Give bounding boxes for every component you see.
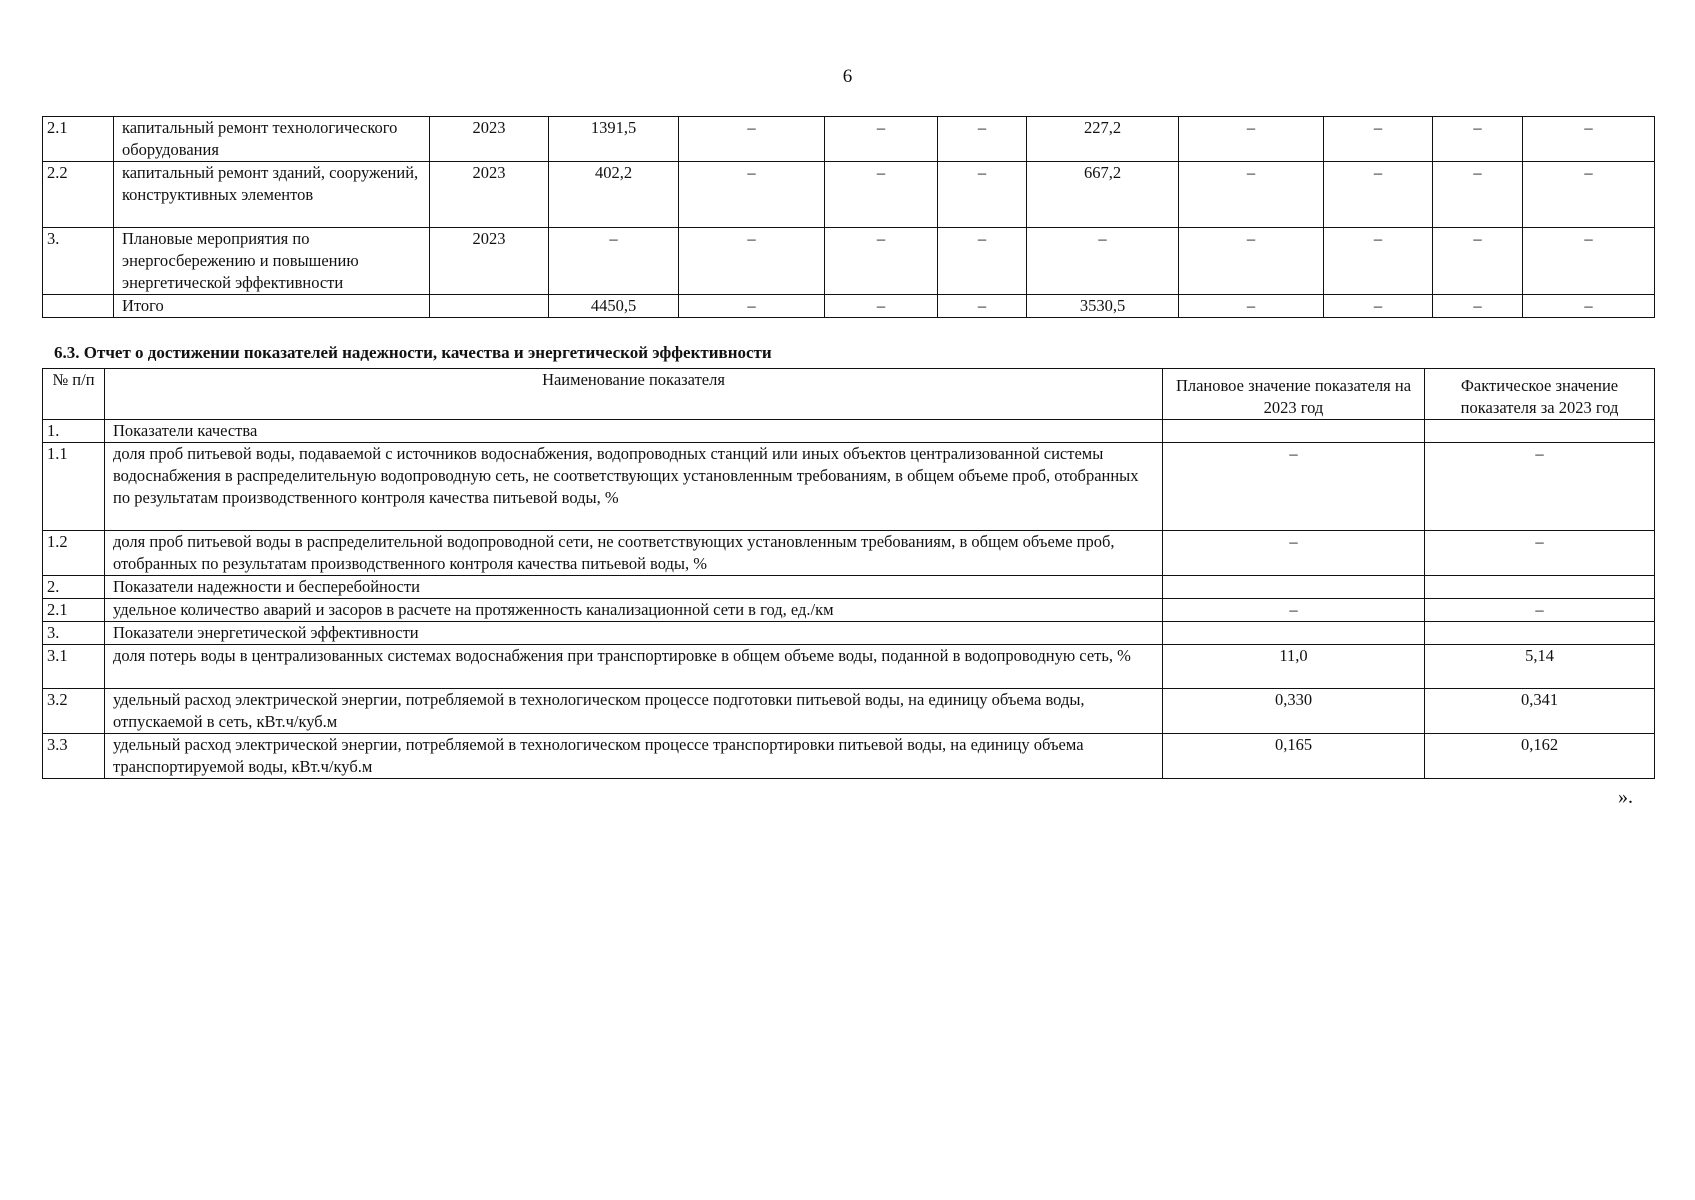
row-value-5: –	[1027, 228, 1179, 295]
investment-table	[42, 116, 1655, 318]
row-value-4: –	[938, 162, 1027, 228]
table-row	[43, 295, 1655, 318]
row-value-9: –	[1523, 162, 1655, 228]
row-value-6: –	[1179, 117, 1324, 162]
row-value-9: –	[1523, 117, 1655, 162]
row-num: 1.1	[43, 443, 105, 531]
table-row	[43, 420, 1655, 443]
row-value-7: –	[1324, 117, 1433, 162]
row-year	[430, 295, 549, 318]
row-name: доля проб питьевой воды в распределительной водопроводной сети, не соответствующих установленным требованиям, в общем объеме проб, отобранных по результатам производственного контроля качества питьевой воды, %	[105, 531, 1163, 576]
row-value-4: –	[938, 117, 1027, 162]
header-plan: Плановое значение показателя на 2023 год	[1163, 369, 1425, 420]
table-row	[43, 622, 1655, 645]
row-fact-value	[1425, 622, 1655, 645]
row-value-2: –	[679, 117, 825, 162]
row-num: 2.2	[43, 162, 114, 228]
row-name: Итого	[114, 295, 430, 318]
row-fact-value	[1425, 420, 1655, 443]
row-name: Плановые мероприятия по энергосбережению и повышению энергетической эффективности	[114, 228, 430, 295]
row-num: 3.2	[43, 689, 105, 734]
row-num: 2.	[43, 576, 105, 599]
row-value-7: –	[1324, 162, 1433, 228]
row-year: 2023	[430, 228, 549, 295]
row-plan-value: –	[1163, 531, 1425, 576]
row-plan-value	[1163, 622, 1425, 645]
row-num: 3.1	[43, 645, 105, 689]
row-name: удельный расход электрической энергии, потребляемой в технологическом процессе подготовки питьевой воды, на единицу объема воды, отпускаемой в сеть, кВт.ч/куб.м	[105, 689, 1163, 734]
row-plan-value: 0,330	[1163, 689, 1425, 734]
row-fact-value: –	[1425, 443, 1655, 531]
table-row	[43, 443, 1655, 531]
row-value-8: –	[1433, 162, 1523, 228]
row-fact-value: 0,341	[1425, 689, 1655, 734]
row-name: капитальный ремонт технологического оборудования	[114, 117, 430, 162]
row-fact-value: –	[1425, 599, 1655, 622]
row-name: доля проб питьевой воды, подаваемой с источников водоснабжения, водопроводных станций или иных объектов централизованной системы водоснабжения в распределительную водопроводную сеть, не соответствующих установленным требованиям, в общем объеме проб, отобранных по результатам производственного контроля качества питьевой воды, %	[105, 443, 1163, 531]
row-value-3: –	[825, 162, 938, 228]
row-value-7: –	[1324, 228, 1433, 295]
page-number: 6	[842, 66, 853, 87]
row-value-5: 667,2	[1027, 162, 1179, 228]
row-value-5: 3530,5	[1027, 295, 1179, 318]
row-value-8: –	[1433, 117, 1523, 162]
row-name: Показатели энергетической эффективности	[105, 622, 1163, 645]
row-plan-value	[1163, 576, 1425, 599]
row-value-8: –	[1433, 228, 1523, 295]
table-row	[43, 576, 1655, 599]
row-name: доля потерь воды в централизованных системах водоснабжения при транспортировке в общем объеме воды, поданной в водопроводную сеть, %	[105, 645, 1163, 689]
row-num	[43, 295, 114, 318]
row-num: 2.1	[43, 117, 114, 162]
table-row	[43, 645, 1655, 689]
row-name: удельный расход электрической энергии, потребляемой в технологическом процессе транспортировки питьевой воды, на единицу объема транспортируемой воды, кВт.ч/куб.м	[105, 734, 1163, 779]
row-fact-value: 5,14	[1425, 645, 1655, 689]
row-fact-value: 0,162	[1425, 734, 1655, 779]
table-row	[43, 228, 1655, 295]
row-value-9: –	[1523, 228, 1655, 295]
section-title: 6.3. Отчет о достижении показателей надежности, качества и энергетической эффективности	[54, 343, 772, 362]
table-row	[43, 734, 1655, 779]
row-value-6: –	[1179, 228, 1324, 295]
row-value-4: –	[938, 228, 1027, 295]
row-value-2: –	[679, 295, 825, 318]
header-fact: Фактическое значение показателя за 2023 год	[1425, 369, 1655, 420]
row-plan-value: –	[1163, 443, 1425, 531]
row-value-3: –	[825, 228, 938, 295]
row-fact-value: –	[1425, 531, 1655, 576]
header-num: № п/п	[43, 369, 105, 420]
row-name: Показатели надежности и бесперебойности	[105, 576, 1163, 599]
row-value-4: –	[938, 295, 1027, 318]
table-row	[43, 531, 1655, 576]
table-row	[43, 689, 1655, 734]
row-name: удельное количество аварий и засоров в расчете на протяженность канализационной сети в год, ед./км	[105, 599, 1163, 622]
row-fact-value	[1425, 576, 1655, 599]
row-value-7: –	[1324, 295, 1433, 318]
row-plan-value: –	[1163, 599, 1425, 622]
row-value-9: –	[1523, 295, 1655, 318]
row-plan-value	[1163, 420, 1425, 443]
row-value-2: –	[679, 228, 825, 295]
row-name: капитальный ремонт зданий, сооружений, конструктивных элементов	[114, 162, 430, 228]
row-year: 2023	[430, 117, 549, 162]
row-value-1: –	[549, 228, 679, 295]
row-num: 1.	[43, 420, 105, 443]
indicators-table	[42, 368, 1655, 779]
row-value-6: –	[1179, 162, 1324, 228]
row-plan-value: 0,165	[1163, 734, 1425, 779]
header-row	[43, 369, 1655, 420]
row-num: 3.	[43, 622, 105, 645]
row-value-1: 4450,5	[549, 295, 679, 318]
row-value-5: 227,2	[1027, 117, 1179, 162]
row-num: 2.1	[43, 599, 105, 622]
table-row	[43, 162, 1655, 228]
closing-mark: ».	[1618, 786, 1633, 808]
row-plan-value: 11,0	[1163, 645, 1425, 689]
row-value-8: –	[1433, 295, 1523, 318]
row-value-2: –	[679, 162, 825, 228]
row-num: 3.	[43, 228, 114, 295]
row-value-3: –	[825, 117, 938, 162]
row-value-1: 402,2	[549, 162, 679, 228]
row-num: 3.3	[43, 734, 105, 779]
table-row	[43, 117, 1655, 162]
row-year: 2023	[430, 162, 549, 228]
row-value-6: –	[1179, 295, 1324, 318]
row-num: 1.2	[43, 531, 105, 576]
row-value-1: 1391,5	[549, 117, 679, 162]
header-name: Наименование показателя	[105, 369, 1163, 420]
row-name: Показатели качества	[105, 420, 1163, 443]
row-value-3: –	[825, 295, 938, 318]
table-row	[43, 599, 1655, 622]
